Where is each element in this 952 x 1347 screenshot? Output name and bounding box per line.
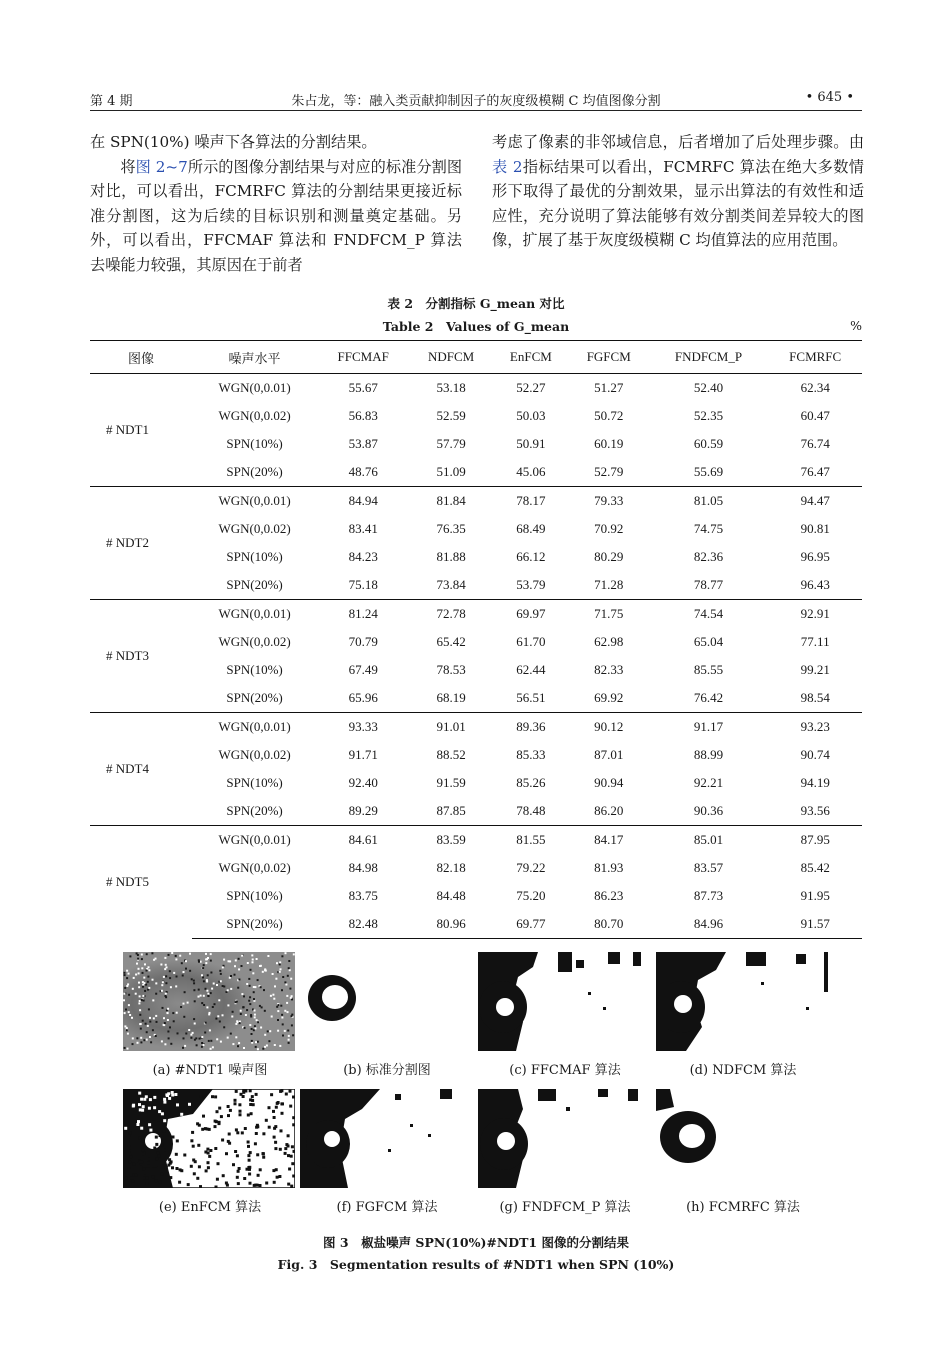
value-cell: 91.57: [768, 910, 862, 939]
value-cell: 62.44: [516, 662, 546, 677]
image-label: # NDT5: [90, 826, 192, 939]
value-cell: 84.61: [317, 826, 409, 855]
column-header: 图像: [90, 341, 192, 374]
running-header: [90, 90, 862, 111]
results-table: [90, 340, 862, 939]
value-cell: 79.22: [516, 860, 546, 875]
value-cell: 84.17: [569, 826, 649, 855]
noise-level-cell: WGN(0,0.01): [192, 600, 317, 629]
value-cell: 83.57: [693, 860, 724, 875]
value-cell: 78.48: [516, 803, 546, 818]
value-cell: 65.42: [436, 634, 466, 649]
table-row: [90, 741, 862, 769]
value-cell: 90.81: [800, 521, 830, 536]
value-cell: 82.18: [436, 860, 466, 875]
value-cell: 76.42: [693, 690, 724, 705]
value-cell: 73.84: [436, 577, 466, 592]
value-cell: 60.19: [594, 436, 624, 451]
noise-level-cell: SPN(20%): [226, 690, 283, 705]
table-row: [90, 515, 862, 543]
table-row: [90, 854, 862, 882]
image-label: # NDT4: [90, 713, 192, 826]
value-cell: 50.91: [516, 436, 546, 451]
table-row: [90, 826, 862, 855]
column-header: EnFCM: [493, 341, 569, 374]
value-cell: 84.94: [317, 487, 409, 516]
figure-reference-link[interactable]: 图 2~7: [135, 157, 188, 176]
value-cell: 94.19: [800, 775, 830, 790]
value-cell: 93.33: [317, 713, 409, 742]
value-cell: 85.42: [800, 860, 830, 875]
subcaption-d: (d) NDFCM 算法: [689, 1063, 797, 1078]
value-cell: 83.75: [348, 888, 378, 903]
value-cell: 79.33: [569, 487, 649, 516]
table-row: [90, 656, 862, 684]
value-cell: 56.51: [516, 690, 546, 705]
value-cell: 91.59: [436, 775, 466, 790]
noise-level-cell: SPN(20%): [226, 464, 283, 479]
left-column: [90, 130, 462, 278]
noise-level-cell: SPN(10%): [226, 662, 283, 677]
value-cell: 57.79: [436, 436, 466, 451]
value-cell: 85.01: [649, 826, 769, 855]
value-cell: 80.96: [409, 910, 493, 939]
value-cell: 67.49: [348, 662, 378, 677]
table-row: [90, 628, 862, 656]
value-cell: 76.47: [800, 464, 830, 479]
noise-level-cell: WGN(0,0.01): [192, 374, 317, 403]
value-cell: 74.75: [693, 521, 724, 536]
value-cell: 78.53: [436, 662, 466, 677]
value-cell: 52.79: [594, 464, 624, 479]
value-cell: 90.36: [693, 803, 724, 818]
column-header: FNDFCM_P: [649, 341, 769, 374]
ffcmaf-result: [478, 952, 650, 1051]
column-header: FGFCM: [569, 341, 649, 374]
image-label: # NDT3: [90, 600, 192, 713]
noise-level-cell: SPN(20%): [226, 803, 283, 818]
subcaption-f: (f) FGFCM 算法: [336, 1200, 438, 1215]
value-cell: 55.69: [693, 464, 724, 479]
value-cell: 85.26: [516, 775, 546, 790]
value-cell: 65.04: [693, 634, 724, 649]
table-row: [90, 684, 862, 713]
value-cell: 62.98: [594, 634, 624, 649]
value-cell: 84.48: [436, 888, 466, 903]
value-cell: 92.40: [348, 775, 378, 790]
table-reference-link[interactable]: 表 2: [492, 157, 523, 176]
table-row: [90, 374, 862, 403]
value-cell: 48.76: [348, 464, 378, 479]
image-label: # NDT1: [90, 374, 192, 487]
value-cell: 69.92: [594, 690, 624, 705]
noise-level-cell: SPN(10%): [226, 436, 283, 451]
value-cell: 52.35: [693, 408, 724, 423]
column-header: 噪声水平: [192, 341, 317, 374]
noisy-image-ndt1: [123, 952, 295, 1051]
value-cell: 87.85: [436, 803, 466, 818]
noise-level-cell: WGN(0,0.01): [192, 826, 317, 855]
fgfcm-result: [300, 1089, 472, 1188]
value-cell: 77.11: [800, 634, 830, 649]
value-cell: 83.41: [348, 521, 378, 536]
value-cell: 82.36: [693, 549, 724, 564]
image-label: # NDT2: [90, 487, 192, 600]
value-cell: 82.48: [317, 910, 409, 939]
value-cell: 61.70: [516, 634, 546, 649]
value-cell: 78.77: [693, 577, 724, 592]
value-cell: 98.54: [800, 690, 830, 705]
value-cell: 74.54: [649, 600, 769, 629]
value-cell: 60.59: [693, 436, 724, 451]
table-header-row: [90, 341, 862, 374]
value-cell: 68.19: [436, 690, 466, 705]
value-cell: 78.17: [493, 487, 569, 516]
value-cell: 90.12: [569, 713, 649, 742]
value-cell: 53.79: [516, 577, 546, 592]
figure-caption-cn: 图 3 椒盐噪声 SPN(10%)#NDT1 图像的分割结果: [323, 1235, 629, 1250]
noise-level-cell: SPN(10%): [226, 888, 283, 903]
table-row: [90, 543, 862, 571]
value-cell: 85.33: [516, 747, 546, 762]
value-cell: 81.84: [409, 487, 493, 516]
subcaption-a: (a) #NDT1 噪声图: [152, 1063, 268, 1078]
noise-level-cell: WGN(0,0.02): [218, 747, 291, 762]
value-cell: 75.18: [348, 577, 378, 592]
value-cell: 52.40: [649, 374, 769, 403]
value-cell: 93.56: [800, 803, 830, 818]
value-cell: 51.09: [436, 464, 466, 479]
table-row: [90, 430, 862, 458]
value-cell: 55.67: [317, 374, 409, 403]
value-cell: 80.70: [569, 910, 649, 939]
table-caption-en: Table 2 Values of G_mean: [382, 319, 570, 334]
column-header: FFCMAF: [317, 341, 409, 374]
fcmrfc-result: [656, 1089, 828, 1188]
right-column: [492, 130, 864, 253]
value-cell: 45.06: [516, 464, 546, 479]
figure-caption-en: Fig. 3 Segmentation results of #NDT1 when SPN (10%): [277, 1257, 675, 1272]
subcaption-b: (b) 标准分割图: [343, 1063, 431, 1078]
value-cell: 82.33: [594, 662, 624, 677]
value-cell: 87.95: [768, 826, 862, 855]
table-row: [90, 458, 862, 487]
value-cell: 81.55: [493, 826, 569, 855]
fndfcm-p-result: [478, 1089, 650, 1188]
value-cell: 91.17: [649, 713, 769, 742]
value-cell: 90.74: [800, 747, 830, 762]
value-cell: 86.20: [594, 803, 624, 818]
table-row: [90, 487, 862, 516]
subcaption-h: (h) FCMRFC 算法: [686, 1200, 800, 1215]
table-row: [90, 769, 862, 797]
value-cell: 81.88: [436, 549, 466, 564]
value-cell: 83.59: [409, 826, 493, 855]
value-cell: 94.47: [768, 487, 862, 516]
value-cell: 52.59: [436, 408, 466, 423]
value-cell: 93.23: [768, 713, 862, 742]
column-header: NDFCM: [409, 341, 493, 374]
value-cell: 81.24: [317, 600, 409, 629]
noise-level-cell: WGN(0,0.02): [218, 860, 291, 875]
value-cell: 92.21: [693, 775, 724, 790]
value-cell: 68.49: [516, 521, 546, 536]
ndfcm-result: [656, 952, 828, 1051]
value-cell: 53.87: [348, 436, 378, 451]
value-cell: 76.74: [800, 436, 830, 451]
paragraph: 将图 2~7所示的图像分割结果与对应的标准分割图对比，可以看出，FCMRFC 算法的分割结果更接近标准分割图，这为后续的目标识别和测量奠定基础。另外，可以看出，FFCMAF 算法和 FNDFCM_P 算法去噪能力较强，其原因在于前者: [90, 157, 463, 274]
value-cell: 96.43: [800, 577, 830, 592]
enfcm-result: [123, 1089, 295, 1188]
value-cell: 96.95: [800, 549, 830, 564]
value-cell: 50.72: [594, 408, 624, 423]
paragraph: 在 SPN(10%) 噪声下各算法的分割结果。: [90, 133, 377, 151]
noise-level-cell: WGN(0,0.02): [218, 634, 291, 649]
value-cell: 72.78: [409, 600, 493, 629]
value-cell: 90.94: [594, 775, 624, 790]
column-header: FCMRFC: [768, 341, 862, 374]
value-cell: 88.99: [693, 747, 724, 762]
value-cell: 92.91: [768, 600, 862, 629]
noise-level-cell: SPN(10%): [226, 775, 283, 790]
noise-level-cell: WGN(0,0.01): [192, 487, 317, 516]
value-cell: 52.27: [493, 374, 569, 403]
value-cell: 84.98: [348, 860, 378, 875]
value-cell: 69.97: [493, 600, 569, 629]
subcaption-e: (e) EnFCM 算法: [158, 1200, 262, 1215]
value-cell: 50.03: [516, 408, 546, 423]
running-title: 朱占龙，等：融入类贡献抑制因子的灰度级模糊 C 均值图像分割: [291, 94, 661, 109]
table-row: [90, 713, 862, 742]
value-cell: 71.28: [594, 577, 624, 592]
value-cell: 89.36: [493, 713, 569, 742]
value-cell: 75.20: [516, 888, 546, 903]
noise-level-cell: SPN(10%): [226, 549, 283, 564]
noise-level-cell: WGN(0,0.02): [218, 521, 291, 536]
value-cell: 91.01: [409, 713, 493, 742]
value-cell: 62.34: [768, 374, 862, 403]
value-cell: 81.93: [594, 860, 624, 875]
value-cell: 91.71: [348, 747, 378, 762]
table-row: [90, 571, 862, 600]
value-cell: 81.05: [649, 487, 769, 516]
value-cell: 80.29: [594, 549, 624, 564]
value-cell: 84.96: [649, 910, 769, 939]
value-cell: 66.12: [516, 549, 546, 564]
value-cell: 60.47: [800, 408, 830, 423]
value-cell: 85.55: [693, 662, 724, 677]
table-unit: %: [850, 318, 862, 333]
value-cell: 88.52: [436, 747, 466, 762]
table-row: [90, 600, 862, 629]
noise-level-cell: SPN(20%): [226, 577, 283, 592]
table-caption-cn: 表 2 分割指标 G_mean 对比: [387, 296, 565, 311]
noise-level-cell: WGN(0,0.02): [218, 408, 291, 423]
table-row: [90, 402, 862, 430]
value-cell: 70.79: [348, 634, 378, 649]
value-cell: 53.18: [409, 374, 493, 403]
table-row: [90, 910, 862, 939]
value-cell: 86.23: [594, 888, 624, 903]
value-cell: 99.21: [800, 662, 830, 677]
value-cell: 87.73: [693, 888, 724, 903]
subcaption-c: (c) FFCMAF 算法: [509, 1063, 621, 1078]
noise-level-cell: SPN(20%): [192, 910, 317, 939]
noise-level-cell: WGN(0,0.01): [192, 713, 317, 742]
value-cell: 89.29: [348, 803, 378, 818]
value-cell: 84.23: [348, 549, 378, 564]
value-cell: 76.35: [436, 521, 466, 536]
value-cell: 69.77: [493, 910, 569, 939]
value-cell: 51.27: [569, 374, 649, 403]
table-row: [90, 797, 862, 826]
page-number: • 645 •: [805, 90, 854, 105]
table-row: [90, 882, 862, 910]
ground-truth-segmentation: [300, 952, 472, 1051]
value-cell: 65.96: [348, 690, 378, 705]
value-cell: 87.01: [594, 747, 624, 762]
issue-number: 第 4 期: [90, 94, 133, 109]
value-cell: 91.95: [800, 888, 830, 903]
subcaption-g: (g) FNDFCM_P 算法: [499, 1200, 631, 1215]
value-cell: 56.83: [348, 408, 378, 423]
value-cell: 71.75: [569, 600, 649, 629]
value-cell: 70.92: [594, 521, 624, 536]
paragraph: 考虑了像素的非邻域信息，后者增加了后处理步骤。由表 2指标结果可以看出，FCMRFC 算法在绝大多数情形下取得了最优的分割效果，显示出算法的有效性和适应性，充分说明了算法能够有效分割类间差异较大的图像，扩展了基于灰度级模糊 C 均值算法的应用范围。: [492, 133, 864, 250]
